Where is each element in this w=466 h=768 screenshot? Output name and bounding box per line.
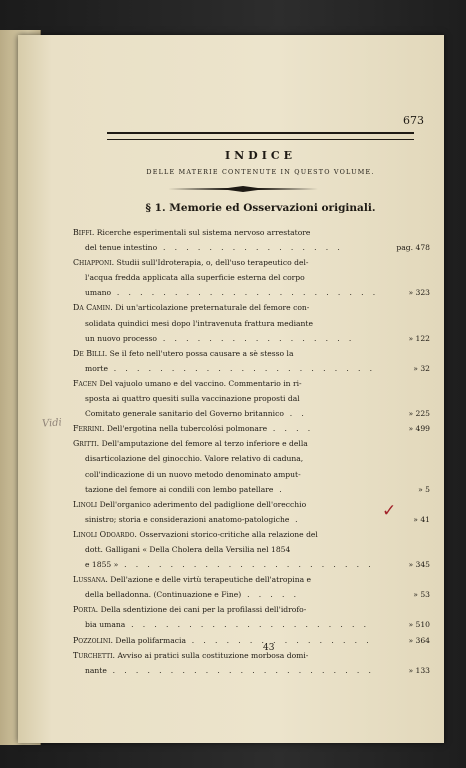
dot-leaders: . . . . . . . . . . . . . . . . (185, 635, 373, 645)
entry-page-ref: » 323 (408, 288, 430, 298)
page-subtitle: DELLE MATERIE CONTENUTE IN QUESTO VOLUME. (146, 168, 375, 176)
entry-text: Dell'organico aderimento del padiglione dell'orecchio (99, 499, 307, 509)
dot-leaders: . . . . . . . . . . . . . . . . . . . . . . (118, 560, 375, 570)
entry-line (73, 285, 430, 300)
entry-text: Avviso ai pratici sulla costituzione morbosa domi- (117, 650, 309, 660)
entry-line (73, 663, 430, 678)
entry-page-ref: » 5 (418, 484, 430, 494)
entry-text: bia umana (85, 620, 126, 630)
index-entry (73, 225, 430, 255)
dot-leaders: . . . . . . . . . . . . . . . . . . . . . . . (106, 665, 375, 675)
book-page (18, 35, 444, 743)
entry-text: Di un'articolazione preternaturale del femore con- (115, 303, 310, 313)
index-entry (73, 648, 430, 678)
entry-text: nante (85, 665, 107, 675)
entry-author: Linoli Odoardo. (73, 529, 137, 539)
entry-line (73, 255, 430, 270)
entry-text: sinistro; storia e considerazioni anatomo-patologiche (85, 514, 290, 524)
entry-text: Ricerche esperimentali sul sistema nervoso arrestatore (96, 228, 311, 237)
entry-page-ref: » 122 (408, 333, 430, 343)
red-check-mark-icon: ✓ (382, 501, 397, 521)
index-entry (73, 346, 430, 376)
entry-text: della belladonna. (Continuazione e Fine) (85, 590, 242, 600)
entry-text: Della sdentizione dei cani per la profilassi dell'idrofo- (100, 605, 307, 615)
entry-text: disarticolazione del ginocchio. Valore relativo di caduna, (85, 454, 304, 464)
dot-leaders: . . . . (267, 424, 314, 434)
entry-line (73, 542, 430, 557)
dot-leaders: . . (283, 409, 308, 419)
entry-page-ref: » 53 (413, 590, 430, 600)
entry-line (73, 406, 430, 421)
index-entry (73, 633, 430, 648)
page-number: 673 (403, 114, 424, 127)
header-rule (107, 132, 414, 140)
entry-line (73, 587, 430, 602)
entry-line (73, 240, 430, 255)
entry-author: De Billi. (73, 348, 108, 358)
index-entry (73, 255, 430, 300)
entry-author: Lussana. (73, 575, 108, 585)
dot-leaders: . . . . . . . . . . . . . . . . . . . . . . . (107, 363, 376, 373)
dot-leaders: . . . . . (241, 590, 300, 600)
entry-line (73, 361, 430, 376)
entry-line (73, 572, 430, 587)
entry-text: dott. Galligani « Della Cholera della Versilia nel 1854 (85, 544, 291, 554)
index-entry (73, 436, 430, 496)
entry-line (73, 648, 430, 663)
entry-author: Biffi. (73, 228, 95, 237)
entry-author: Chiapponi. (73, 258, 115, 268)
index-entry (73, 602, 430, 632)
entry-author: Porta. (73, 605, 99, 615)
index-entry (73, 527, 430, 572)
entry-line (73, 421, 430, 436)
entry-page-ref: pag. 478 (396, 243, 430, 253)
entry-line (73, 482, 430, 497)
handwritten-margin-note: Vidi (41, 417, 63, 430)
entry-page-ref: » 41 (413, 514, 430, 524)
entry-line (73, 346, 430, 361)
entry-text: l'acqua fredda applicata alla superficie esterna del corpo (85, 273, 305, 283)
index-entry (73, 376, 430, 421)
entry-line (73, 331, 430, 346)
entry-line (73, 451, 430, 466)
index-entries (73, 225, 430, 678)
entry-text: un nuovo processo (85, 333, 157, 343)
entry-text: Dell'ergotina nella tubercolósi polmonare (106, 424, 268, 434)
entry-line (73, 512, 430, 527)
entry-line (73, 436, 430, 451)
entry-text: sposta ai quattro quesiti sulla vaccinazione proposti dal (85, 394, 300, 404)
entry-text: umano (85, 288, 112, 298)
entry-text: Osservazioni storico-critiche alla relazione del (139, 529, 318, 539)
entry-author: Gritti. (73, 439, 100, 449)
section-heading: § 1. Memorie ed Osservazioni originali. (145, 202, 376, 214)
entry-text: Comitato generale sanitario del Governo britannico (85, 409, 284, 419)
entry-author: Linoli (73, 499, 98, 509)
entry-text: Dell'azione e delle virtù terapeutiche dell'atropina e (110, 575, 312, 585)
dot-leaders: . (289, 514, 301, 524)
entry-text: morte (85, 363, 108, 373)
entry-author: Da Camin. (73, 303, 113, 313)
entry-page-ref: » 32 (413, 363, 430, 373)
entry-text: Studii sull'Idroterapia, o, dell'uso terapeutico del- (116, 258, 309, 268)
dot-leaders: . . . . . . . . . . . . . . . . . (157, 333, 355, 343)
entry-line (73, 391, 430, 406)
entry-text: del tenue intestino (85, 243, 158, 253)
entry-page-ref: » 225 (408, 409, 430, 419)
entry-page-ref: » 499 (408, 424, 430, 434)
signature-mark: 43 (263, 643, 275, 653)
entry-text: e 1855 » (85, 560, 119, 570)
entry-line (73, 527, 430, 542)
entry-line (73, 633, 430, 648)
entry-page-ref: » 345 (408, 560, 430, 570)
entry-line (73, 376, 430, 391)
entry-line (73, 316, 430, 331)
index-entry (73, 300, 430, 345)
entry-line (73, 617, 430, 632)
index-entry (73, 497, 430, 527)
entry-text: Della polifarmacia (115, 635, 186, 645)
entry-line (73, 557, 430, 572)
entry-line (73, 225, 430, 240)
entry-page-ref: » 133 (408, 665, 430, 675)
entry-text: Dell'amputazione del femore al terzo inferiore e della (101, 439, 308, 449)
entry-text: Se il feto nell'utero possa causare a sè stesso la (109, 348, 294, 358)
dot-leaders: . (273, 484, 286, 494)
entry-text: tazione del femore ai condili con lembo patellare (85, 484, 274, 494)
entry-author: Facen (73, 378, 98, 388)
entry-text: solidata quindici mesi dopo l'intravenuta frattura mediante (85, 318, 313, 328)
entry-author: Turchetti. (73, 650, 116, 660)
entry-line (73, 602, 430, 617)
dot-leaders: . . . . . . . . . . . . . . . . . . . . . . . (111, 288, 379, 298)
entry-text: coll'indicazione di un nuovo metodo denominato amput- (85, 469, 301, 479)
entry-line (73, 467, 430, 482)
entry-line (73, 497, 430, 512)
entry-page-ref: » 364 (408, 635, 430, 645)
index-entry (73, 421, 430, 436)
entry-text: Del vajuolo umano e del vaccino. Commentario in ri- (99, 378, 302, 388)
entry-author: Ferrini. (73, 424, 105, 434)
entry-line (73, 300, 430, 315)
entry-author: Pozzolini. (73, 635, 113, 645)
dot-leaders: . . . . . . . . . . . . . . . . (157, 243, 344, 253)
dot-leaders: . . . . . . . . . . . . . . . . . . . . . (125, 620, 370, 630)
entry-page-ref: » 510 (408, 620, 430, 630)
page-title: INDICE (224, 149, 297, 162)
ornament-divider-icon (168, 185, 318, 193)
entry-line (73, 270, 430, 285)
index-entry (73, 572, 430, 602)
